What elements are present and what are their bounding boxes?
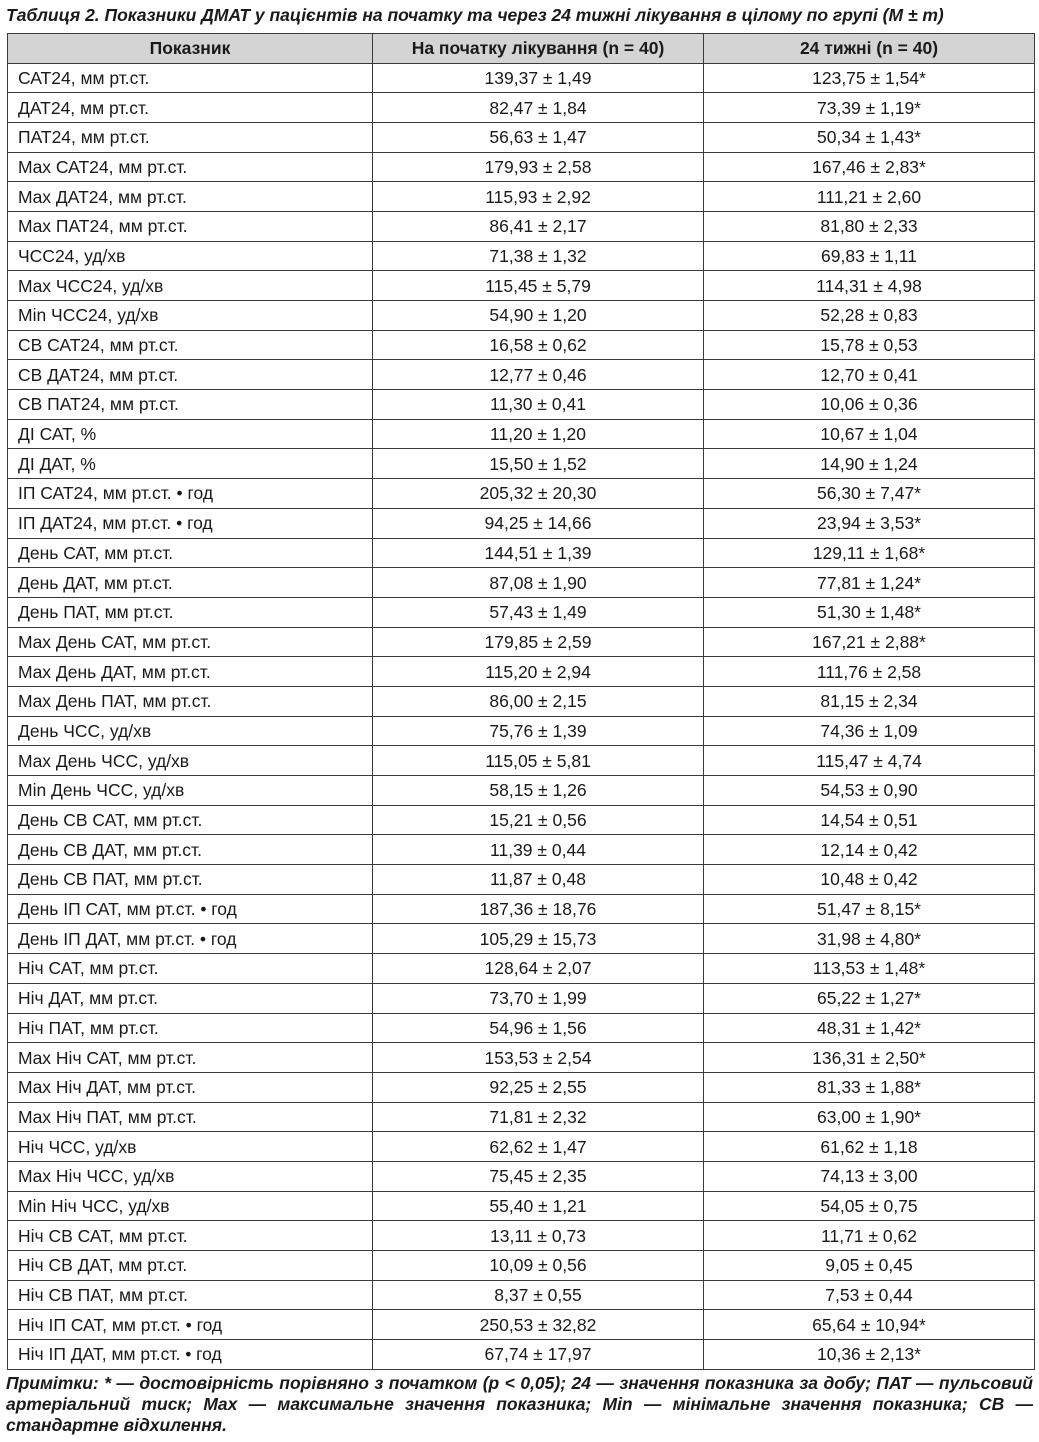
baseline-value-cell: 179,93 ± 2,58 [373, 152, 704, 182]
week24-value-cell: 111,76 ± 2,58 [704, 657, 1035, 687]
indicator-cell: Ніч САТ, мм рт.ст. [8, 954, 373, 984]
indicator-cell: День СВ САТ, мм рт.ст. [8, 805, 373, 835]
indicator-cell: Max ЧСС24, уд/хв [8, 271, 373, 301]
week24-value-cell: 81,15 ± 2,34 [704, 686, 1035, 716]
indicator-cell: Min День ЧСС, уд/хв [8, 776, 373, 806]
baseline-value-cell: 11,39 ± 0,44 [373, 835, 704, 865]
baseline-value-cell: 75,45 ± 2,35 [373, 1161, 704, 1191]
table-row [8, 301, 1035, 331]
table-row [8, 241, 1035, 271]
baseline-value-cell: 67,74 ± 17,97 [373, 1340, 704, 1370]
week24-value-cell: 7,53 ± 0,44 [704, 1280, 1035, 1310]
table-row [8, 776, 1035, 806]
indicator-cell: Max Ніч ЧСС, уд/хв [8, 1161, 373, 1191]
baseline-value-cell: 8,37 ± 0,55 [373, 1280, 704, 1310]
table-body [8, 63, 1035, 1369]
indicator-cell: ДІ ДАТ, % [8, 449, 373, 479]
indicator-cell: Max Ніч ПАТ, мм рт.ст. [8, 1102, 373, 1132]
baseline-value-cell: 139,37 ± 1,49 [373, 63, 704, 93]
table-row [8, 211, 1035, 241]
baseline-value-cell: 15,21 ± 0,56 [373, 805, 704, 835]
indicator-cell: День ІП САТ, мм рт.ст. • год [8, 894, 373, 924]
table-row [8, 122, 1035, 152]
week24-value-cell: 48,31 ± 1,42* [704, 1013, 1035, 1043]
indicator-cell: Max САТ24, мм рт.ст. [8, 152, 373, 182]
indicator-cell: Max День САТ, мм рт.ст. [8, 627, 373, 657]
table-row [8, 954, 1035, 984]
baseline-value-cell: 57,43 ± 1,49 [373, 597, 704, 627]
week24-value-cell: 167,21 ± 2,88* [704, 627, 1035, 657]
indicator-cell: СВ САТ24, мм рт.ст. [8, 330, 373, 360]
indicator-cell: ПАТ24, мм рт.ст. [8, 122, 373, 152]
week24-value-cell: 74,13 ± 3,00 [704, 1161, 1035, 1191]
indicator-cell: День СВ ДАТ, мм рт.ст. [8, 835, 373, 865]
data-table [7, 33, 1035, 1370]
week24-value-cell: 63,00 ± 1,90* [704, 1102, 1035, 1132]
baseline-value-cell: 86,41 ± 2,17 [373, 211, 704, 241]
indicator-cell: Min ЧСС24, уд/хв [8, 301, 373, 331]
baseline-value-cell: 179,85 ± 2,59 [373, 627, 704, 657]
indicator-cell: День ЧСС, уд/хв [8, 716, 373, 746]
week24-value-cell: 23,94 ± 3,53* [704, 508, 1035, 538]
week24-value-cell: 14,54 ± 0,51 [704, 805, 1035, 835]
table-caption: Таблиця 2. Показники ДМАТ у пацієнтів на початку та через 24 тижні лікування в цілому по групі (M ± m) [6, 5, 944, 25]
indicator-cell: СВ ПАТ24, мм рт.ст. [8, 390, 373, 420]
week24-value-cell: 54,53 ± 0,90 [704, 776, 1035, 806]
baseline-value-cell: 82,47 ± 1,84 [373, 93, 704, 123]
week24-value-cell: 56,30 ± 7,47* [704, 479, 1035, 509]
baseline-value-cell: 144,51 ± 1,39 [373, 538, 704, 568]
table-row [8, 746, 1035, 776]
week24-value-cell: 77,81 ± 1,24* [704, 568, 1035, 598]
table-row [8, 865, 1035, 895]
week24-value-cell: 65,22 ± 1,27* [704, 983, 1035, 1013]
table-row [8, 924, 1035, 954]
indicator-cell: День ДАТ, мм рт.ст. [8, 568, 373, 598]
indicator-cell: ІП ДАТ24, мм рт.ст. • год [8, 508, 373, 538]
indicator-cell: ДАТ24, мм рт.ст. [8, 93, 373, 123]
table-row [8, 1310, 1035, 1340]
baseline-value-cell: 105,29 ± 15,73 [373, 924, 704, 954]
baseline-value-cell: 128,64 ± 2,07 [373, 954, 704, 984]
baseline-value-cell: 115,45 ± 5,79 [373, 271, 704, 301]
table-row [8, 983, 1035, 1013]
baseline-value-cell: 56,63 ± 1,47 [373, 122, 704, 152]
week24-value-cell: 10,06 ± 0,36 [704, 390, 1035, 420]
baseline-value-cell: 115,93 ± 2,92 [373, 182, 704, 212]
table-row [8, 182, 1035, 212]
baseline-value-cell: 62,62 ± 1,47 [373, 1132, 704, 1162]
column-header-baseline: На початку лікування (n = 40) [373, 34, 704, 64]
table-row [8, 1251, 1035, 1281]
baseline-value-cell: 15,50 ± 1,52 [373, 449, 704, 479]
table-row [8, 93, 1035, 123]
baseline-value-cell: 16,58 ± 0,62 [373, 330, 704, 360]
indicator-cell: Max День ЧСС, уд/хв [8, 746, 373, 776]
indicator-cell: Max День ДАТ, мм рт.ст. [8, 657, 373, 687]
week24-value-cell: 51,47 ± 8,15* [704, 894, 1035, 924]
week24-value-cell: 111,21 ± 2,60 [704, 182, 1035, 212]
indicator-cell: Ніч ІП САТ, мм рт.ст. • год [8, 1310, 373, 1340]
table-row [8, 657, 1035, 687]
week24-value-cell: 50,34 ± 1,43* [704, 122, 1035, 152]
table-row [8, 390, 1035, 420]
table-row [8, 1132, 1035, 1162]
table-row [8, 568, 1035, 598]
indicator-cell: Ніч СВ ПАТ, мм рт.ст. [8, 1280, 373, 1310]
baseline-value-cell: 71,38 ± 1,32 [373, 241, 704, 271]
table-row [8, 479, 1035, 509]
indicator-cell: Max День ПАТ, мм рт.ст. [8, 686, 373, 716]
week24-value-cell: 51,30 ± 1,48* [704, 597, 1035, 627]
baseline-value-cell: 12,77 ± 0,46 [373, 360, 704, 390]
baseline-value-cell: 73,70 ± 1,99 [373, 983, 704, 1013]
baseline-value-cell: 13,11 ± 0,73 [373, 1221, 704, 1251]
table-row [8, 686, 1035, 716]
table-row [8, 627, 1035, 657]
table-row [8, 419, 1035, 449]
table-row [8, 1191, 1035, 1221]
indicator-cell: Ніч ЧСС, уд/хв [8, 1132, 373, 1162]
column-header-indicator: Показник [8, 34, 373, 64]
baseline-value-cell: 153,53 ± 2,54 [373, 1043, 704, 1073]
indicator-cell: ЧСС24, уд/хв [8, 241, 373, 271]
indicator-cell: Ніч СВ САТ, мм рт.ст. [8, 1221, 373, 1251]
indicator-cell: Max ДАТ24, мм рт.ст. [8, 182, 373, 212]
table-row [8, 449, 1035, 479]
indicator-cell: Max ПАТ24, мм рт.ст. [8, 211, 373, 241]
week24-value-cell: 74,36 ± 1,09 [704, 716, 1035, 746]
table-row [8, 152, 1035, 182]
table-row [8, 538, 1035, 568]
week24-value-cell: 81,33 ± 1,88* [704, 1072, 1035, 1102]
table-row [8, 271, 1035, 301]
table-row [8, 508, 1035, 538]
indicator-cell: Max Ніч САТ, мм рт.ст. [8, 1043, 373, 1073]
baseline-value-cell: 11,87 ± 0,48 [373, 865, 704, 895]
baseline-value-cell: 11,30 ± 0,41 [373, 390, 704, 420]
table-row [8, 597, 1035, 627]
baseline-value-cell: 115,05 ± 5,81 [373, 746, 704, 776]
table-row [8, 1221, 1035, 1251]
week24-value-cell: 10,67 ± 1,04 [704, 419, 1035, 449]
week24-value-cell: 15,78 ± 0,53 [704, 330, 1035, 360]
baseline-value-cell: 71,81 ± 2,32 [373, 1102, 704, 1132]
indicator-cell: Ніч ПАТ, мм рт.ст. [8, 1013, 373, 1043]
week24-value-cell: 31,98 ± 4,80* [704, 924, 1035, 954]
week24-value-cell: 11,71 ± 0,62 [704, 1221, 1035, 1251]
table-row [8, 716, 1035, 746]
week24-value-cell: 10,36 ± 2,13* [704, 1340, 1035, 1370]
week24-value-cell: 167,46 ± 2,83* [704, 152, 1035, 182]
week24-value-cell: 115,47 ± 4,74 [704, 746, 1035, 776]
baseline-value-cell: 115,20 ± 2,94 [373, 657, 704, 687]
week24-value-cell: 123,75 ± 1,54* [704, 63, 1035, 93]
baseline-value-cell: 11,20 ± 1,20 [373, 419, 704, 449]
week24-value-cell: 113,53 ± 1,48* [704, 954, 1035, 984]
table-row [8, 1340, 1035, 1370]
table-header-row [8, 34, 1035, 64]
table-row [8, 1013, 1035, 1043]
table-row [8, 360, 1035, 390]
indicator-cell: День СВ ПАТ, мм рт.ст. [8, 865, 373, 895]
baseline-value-cell: 250,53 ± 32,82 [373, 1310, 704, 1340]
week24-value-cell: 10,48 ± 0,42 [704, 865, 1035, 895]
table-row [8, 1280, 1035, 1310]
table-row [8, 1043, 1035, 1073]
baseline-value-cell: 54,96 ± 1,56 [373, 1013, 704, 1043]
week24-value-cell: 9,05 ± 0,45 [704, 1251, 1035, 1281]
baseline-value-cell: 54,90 ± 1,20 [373, 301, 704, 331]
indicator-cell: ДІ САТ, % [8, 419, 373, 449]
week24-value-cell: 81,80 ± 2,33 [704, 211, 1035, 241]
table-row [8, 63, 1035, 93]
baseline-value-cell: 58,15 ± 1,26 [373, 776, 704, 806]
baseline-value-cell: 92,25 ± 2,55 [373, 1072, 704, 1102]
week24-value-cell: 65,64 ± 10,94* [704, 1310, 1035, 1340]
baseline-value-cell: 205,32 ± 20,30 [373, 479, 704, 509]
week24-value-cell: 73,39 ± 1,19* [704, 93, 1035, 123]
indicator-cell: ІП САТ24, мм рт.ст. • год [8, 479, 373, 509]
indicator-cell: САТ24, мм рт.ст. [8, 63, 373, 93]
week24-value-cell: 12,70 ± 0,41 [704, 360, 1035, 390]
week24-value-cell: 12,14 ± 0,42 [704, 835, 1035, 865]
week24-value-cell: 129,11 ± 1,68* [704, 538, 1035, 568]
week24-value-cell: 14,90 ± 1,24 [704, 449, 1035, 479]
week24-value-cell: 54,05 ± 0,75 [704, 1191, 1035, 1221]
table-row [8, 330, 1035, 360]
indicator-cell: День ІП ДАТ, мм рт.ст. • год [8, 924, 373, 954]
indicator-cell: Max Ніч ДАТ, мм рт.ст. [8, 1072, 373, 1102]
baseline-value-cell: 87,08 ± 1,90 [373, 568, 704, 598]
week24-value-cell: 69,83 ± 1,11 [704, 241, 1035, 271]
baseline-value-cell: 55,40 ± 1,21 [373, 1191, 704, 1221]
indicator-cell: День ПАТ, мм рт.ст. [8, 597, 373, 627]
table-notes: Примітки: * — достовірність порівняно з початком (p < 0,05); 24 — значення показника за добу; ПАТ — пульсовий артеріальний тиск; Max — максимальне значення показника; Min — мінімальне значення показника; СВ — стандартне відхилення. [6, 1373, 1033, 1435]
week24-value-cell: 114,31 ± 4,98 [704, 271, 1035, 301]
week24-value-cell: 52,28 ± 0,83 [704, 301, 1035, 331]
indicator-cell: День САТ, мм рт.ст. [8, 538, 373, 568]
table-row [8, 805, 1035, 835]
baseline-value-cell: 75,76 ± 1,39 [373, 716, 704, 746]
baseline-value-cell: 86,00 ± 2,15 [373, 686, 704, 716]
table-row [8, 1072, 1035, 1102]
week24-value-cell: 61,62 ± 1,18 [704, 1132, 1035, 1162]
column-header-24-weeks: 24 тижні (n = 40) [704, 34, 1035, 64]
table-row [8, 1102, 1035, 1132]
baseline-value-cell: 94,25 ± 14,66 [373, 508, 704, 538]
table-row [8, 894, 1035, 924]
table-row [8, 1161, 1035, 1191]
indicator-cell: Ніч ДАТ, мм рт.ст. [8, 983, 373, 1013]
indicator-cell: Ніч ІП ДАТ, мм рт.ст. • год [8, 1340, 373, 1370]
indicator-cell: Ніч СВ ДАТ, мм рт.ст. [8, 1251, 373, 1281]
indicator-cell: Min Ніч ЧСС, уд/хв [8, 1191, 373, 1221]
week24-value-cell: 136,31 ± 2,50* [704, 1043, 1035, 1073]
baseline-value-cell: 10,09 ± 0,56 [373, 1251, 704, 1281]
indicator-cell: СВ ДАТ24, мм рт.ст. [8, 360, 373, 390]
table-row [8, 835, 1035, 865]
baseline-value-cell: 187,36 ± 18,76 [373, 894, 704, 924]
